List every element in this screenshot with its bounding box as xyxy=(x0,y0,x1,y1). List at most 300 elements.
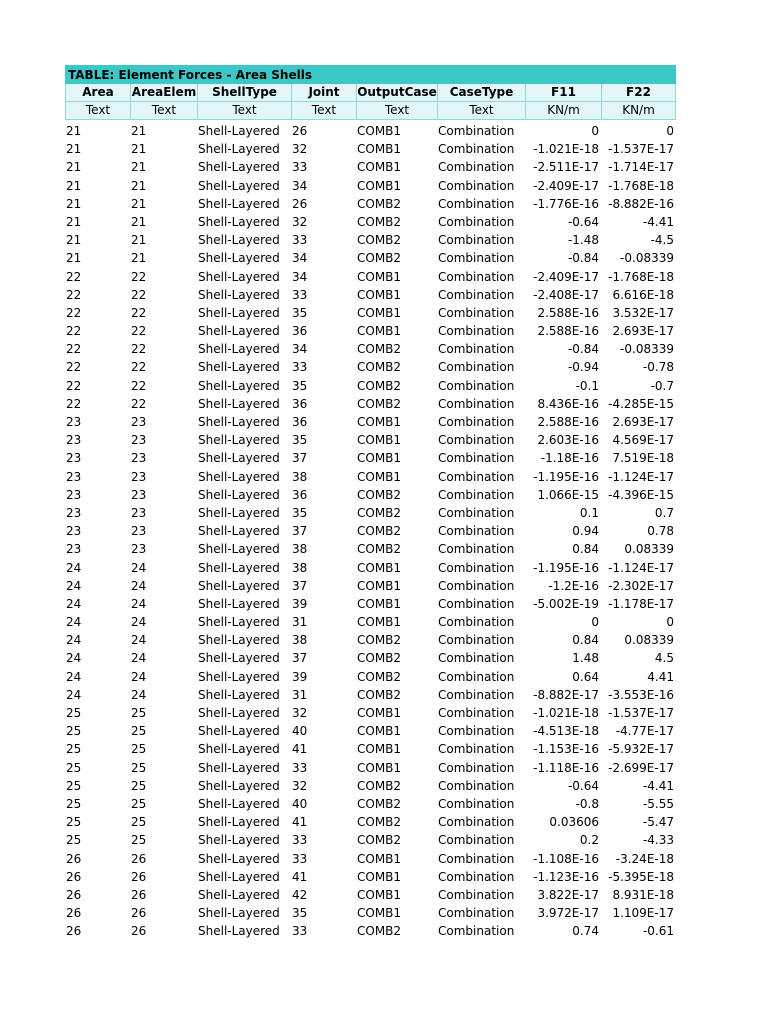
cell-outputcase[interactable]: COMB1 xyxy=(357,160,402,175)
cell-f11[interactable]: -0.84 xyxy=(567,251,599,266)
cell-area[interactable]: 25 xyxy=(66,706,82,720)
cell-outputcase[interactable]: COMB1 xyxy=(357,760,402,775)
cell-f11[interactable]: -1.195E-16 xyxy=(533,560,599,575)
cell-f22[interactable]: -1.178E-17 xyxy=(608,596,674,611)
cell-f22[interactable]: 7.519E-18 xyxy=(612,451,674,466)
cell-f22[interactable]: -1.124E-17 xyxy=(608,469,674,484)
cell-area[interactable]: 25 xyxy=(66,833,82,848)
cell-casetype[interactable]: Combination xyxy=(438,360,515,375)
cell-f22[interactable]: -1.537E-17 xyxy=(608,706,674,720)
cell-joint[interactable]: 31 xyxy=(292,615,308,630)
cell-f11[interactable]: 0.84 xyxy=(572,542,599,557)
cell-f22[interactable]: -0.61 xyxy=(642,924,674,939)
cell-casetype[interactable]: Combination xyxy=(438,687,515,702)
cell-f11[interactable]: -0.94 xyxy=(567,360,599,375)
cell-outputcase[interactable]: COMB2 xyxy=(357,633,402,648)
cell-areaelem[interactable]: 26 xyxy=(131,906,147,921)
cell-joint[interactable]: 37 xyxy=(292,578,308,593)
cell-f11[interactable]: 0 xyxy=(591,124,599,138)
cell-shelltype[interactable]: Shell-Layered xyxy=(198,214,280,229)
cell-casetype[interactable]: Combination xyxy=(438,851,515,866)
cell-areaelem[interactable]: 24 xyxy=(131,651,147,666)
cell-joint[interactable]: 36 xyxy=(292,415,308,429)
cell-joint[interactable]: 33 xyxy=(292,360,308,375)
cell-f22[interactable]: -4.396E-15 xyxy=(608,487,674,502)
cell-area[interactable]: 22 xyxy=(66,269,82,284)
cell-f22[interactable]: -0.78 xyxy=(642,360,674,375)
cell-casetype[interactable]: Combination xyxy=(438,760,515,775)
cell-shelltype[interactable]: Shell-Layered xyxy=(198,633,280,648)
cell-outputcase[interactable]: COMB2 xyxy=(357,669,402,684)
cell-casetype[interactable]: Combination xyxy=(438,142,515,157)
cell-areaelem[interactable]: 22 xyxy=(131,324,147,339)
cell-joint[interactable]: 33 xyxy=(292,160,308,175)
cell-f22[interactable]: -8.882E-16 xyxy=(608,196,674,211)
cell-area[interactable]: 23 xyxy=(66,505,82,520)
cell-areaelem[interactable]: 24 xyxy=(131,669,147,684)
cell-casetype[interactable]: Combination xyxy=(438,542,515,557)
cell-f11[interactable]: 0.94 xyxy=(572,524,599,539)
cell-area[interactable]: 24 xyxy=(66,596,82,611)
cell-shelltype[interactable]: Shell-Layered xyxy=(198,378,280,393)
cell-f11[interactable]: -1.48 xyxy=(567,233,599,248)
cell-casetype[interactable]: Combination xyxy=(438,651,515,666)
cell-joint[interactable]: 35 xyxy=(292,378,308,393)
cell-f11[interactable]: 0.1 xyxy=(579,505,599,520)
cell-outputcase[interactable]: COMB1 xyxy=(357,906,402,921)
cell-area[interactable]: 22 xyxy=(66,305,82,320)
cell-area[interactable]: 23 xyxy=(66,433,82,448)
cell-shelltype[interactable]: Shell-Layered xyxy=(198,833,280,848)
col-header-joint[interactable]: Joint xyxy=(291,84,356,102)
cell-casetype[interactable]: Combination xyxy=(438,251,515,266)
cell-areaelem[interactable]: 22 xyxy=(131,396,147,411)
cell-f11[interactable]: -0.1 xyxy=(575,378,599,393)
cell-joint[interactable]: 35 xyxy=(292,305,308,320)
cell-area[interactable]: 24 xyxy=(66,578,82,593)
cell-joint[interactable]: 34 xyxy=(292,178,308,193)
cell-f22[interactable]: -3.24E-18 xyxy=(615,851,674,866)
cell-f11[interactable]: -1.18E-16 xyxy=(540,451,599,466)
cell-outputcase[interactable]: COMB1 xyxy=(357,578,402,593)
cell-shelltype[interactable]: Shell-Layered xyxy=(198,851,280,866)
cell-f22[interactable]: -1.537E-17 xyxy=(608,142,674,157)
cell-f22[interactable]: -1.714E-17 xyxy=(608,160,674,175)
cell-casetype[interactable]: Combination xyxy=(438,287,515,302)
cell-area[interactable]: 23 xyxy=(66,469,82,484)
cell-joint[interactable]: 41 xyxy=(292,869,308,884)
cell-areaelem[interactable]: 21 xyxy=(131,160,147,175)
cell-joint[interactable]: 38 xyxy=(292,542,308,557)
cell-casetype[interactable]: Combination xyxy=(438,924,515,939)
cell-area[interactable]: 23 xyxy=(66,542,82,557)
cell-area[interactable]: 22 xyxy=(66,324,82,339)
cell-outputcase[interactable]: COMB2 xyxy=(357,196,402,211)
cell-joint[interactable]: 34 xyxy=(292,251,308,266)
cell-area[interactable]: 21 xyxy=(66,160,82,175)
cell-areaelem[interactable]: 23 xyxy=(131,469,147,484)
col-header-shelltype[interactable]: ShellType xyxy=(197,84,291,102)
cell-outputcase[interactable]: COMB2 xyxy=(357,524,402,539)
cell-f11[interactable]: -1.153E-16 xyxy=(533,742,599,757)
cell-areaelem[interactable]: 23 xyxy=(131,415,147,429)
cell-areaelem[interactable]: 21 xyxy=(131,251,147,266)
cell-areaelem[interactable]: 23 xyxy=(131,487,147,502)
cell-shelltype[interactable]: Shell-Layered xyxy=(198,906,280,921)
cell-outputcase[interactable]: COMB2 xyxy=(357,833,402,848)
cell-f22[interactable]: 1.109E-17 xyxy=(612,906,674,921)
cell-casetype[interactable]: Combination xyxy=(438,178,515,193)
cell-f22[interactable]: 0.08339 xyxy=(624,633,674,648)
cell-area[interactable]: 24 xyxy=(66,687,82,702)
cell-f11[interactable]: -1.021E-18 xyxy=(533,142,599,157)
cell-outputcase[interactable]: COMB2 xyxy=(357,687,402,702)
cell-f11[interactable]: -1.118E-16 xyxy=(533,760,599,775)
cell-shelltype[interactable]: Shell-Layered xyxy=(198,342,280,357)
cell-f22[interactable]: -0.08339 xyxy=(620,251,674,266)
cell-casetype[interactable]: Combination xyxy=(438,124,515,138)
cell-f11[interactable]: -2.409E-17 xyxy=(533,269,599,284)
cell-f22[interactable]: -3.553E-16 xyxy=(608,687,674,702)
cell-casetype[interactable]: Combination xyxy=(438,305,515,320)
cell-joint[interactable]: 34 xyxy=(292,342,308,357)
cell-casetype[interactable]: Combination xyxy=(438,560,515,575)
cell-f22[interactable]: 2.693E-17 xyxy=(612,324,674,339)
cell-f22[interactable]: 0 xyxy=(666,615,674,630)
cell-areaelem[interactable]: 22 xyxy=(131,269,147,284)
cell-joint[interactable]: 35 xyxy=(292,906,308,921)
cell-areaelem[interactable]: 24 xyxy=(131,560,147,575)
cell-shelltype[interactable]: Shell-Layered xyxy=(198,887,280,902)
cell-joint[interactable]: 31 xyxy=(292,687,308,702)
cell-casetype[interactable]: Combination xyxy=(438,596,515,611)
cell-areaelem[interactable]: 22 xyxy=(131,378,147,393)
cell-areaelem[interactable]: 25 xyxy=(131,742,147,757)
cell-f11[interactable]: 8.436E-16 xyxy=(537,396,599,411)
cell-casetype[interactable]: Combination xyxy=(438,469,515,484)
col-header-f11[interactable]: F11 xyxy=(525,84,601,102)
cell-area[interactable]: 26 xyxy=(66,869,82,884)
cell-f22[interactable]: -5.47 xyxy=(642,815,674,830)
cell-f22[interactable]: -5.55 xyxy=(642,796,674,811)
cell-area[interactable]: 25 xyxy=(66,778,82,793)
cell-f11[interactable]: -0.64 xyxy=(567,778,599,793)
cell-area[interactable]: 25 xyxy=(66,760,82,775)
cell-shelltype[interactable]: Shell-Layered xyxy=(198,160,280,175)
cell-f22[interactable]: 4.41 xyxy=(647,669,674,684)
cell-casetype[interactable]: Combination xyxy=(438,833,515,848)
cell-area[interactable]: 24 xyxy=(66,651,82,666)
cell-casetype[interactable]: Combination xyxy=(438,815,515,830)
cell-f11[interactable]: -0.64 xyxy=(567,214,599,229)
cell-f11[interactable]: -2.408E-17 xyxy=(533,287,599,302)
cell-f11[interactable]: 2.588E-16 xyxy=(537,324,599,339)
cell-joint[interactable]: 34 xyxy=(292,269,308,284)
cell-f22[interactable]: 4.569E-17 xyxy=(612,433,674,448)
cell-areaelem[interactable]: 26 xyxy=(131,851,147,866)
cell-shelltype[interactable]: Shell-Layered xyxy=(198,451,280,466)
cell-casetype[interactable]: Combination xyxy=(438,196,515,211)
cell-f11[interactable]: -1.021E-18 xyxy=(533,706,599,720)
cell-outputcase[interactable]: COMB2 xyxy=(357,505,402,520)
cell-areaelem[interactable]: 21 xyxy=(131,178,147,193)
cell-joint[interactable]: 42 xyxy=(292,887,308,902)
cell-f11[interactable]: 2.588E-16 xyxy=(537,305,599,320)
cell-area[interactable]: 21 xyxy=(66,124,82,138)
cell-outputcase[interactable]: COMB1 xyxy=(357,869,402,884)
cell-casetype[interactable]: Combination xyxy=(438,160,515,175)
cell-shelltype[interactable]: Shell-Layered xyxy=(198,651,280,666)
cell-joint[interactable]: 37 xyxy=(292,524,308,539)
col-header-area[interactable]: Area xyxy=(65,84,130,102)
cell-shelltype[interactable]: Shell-Layered xyxy=(198,269,280,284)
cell-joint[interactable]: 32 xyxy=(292,706,308,720)
cell-f11[interactable]: 2.588E-16 xyxy=(537,415,599,429)
cell-areaelem[interactable]: 24 xyxy=(131,578,147,593)
cell-casetype[interactable]: Combination xyxy=(438,487,515,502)
cell-casetype[interactable]: Combination xyxy=(438,433,515,448)
cell-areaelem[interactable]: 24 xyxy=(131,615,147,630)
cell-casetype[interactable]: Combination xyxy=(438,524,515,539)
cell-shelltype[interactable]: Shell-Layered xyxy=(198,869,280,884)
cell-f22[interactable]: -5.395E-18 xyxy=(608,869,674,884)
cell-f11[interactable]: 1.48 xyxy=(572,651,599,666)
cell-f11[interactable]: 0.84 xyxy=(572,633,599,648)
cell-casetype[interactable]: Combination xyxy=(438,233,515,248)
cell-joint[interactable]: 35 xyxy=(292,505,308,520)
cell-f11[interactable]: -1.123E-16 xyxy=(533,869,599,884)
cell-f22[interactable]: -5.932E-17 xyxy=(608,742,674,757)
cell-areaelem[interactable]: 25 xyxy=(131,706,147,720)
cell-f22[interactable]: -2.699E-17 xyxy=(608,760,674,775)
cell-casetype[interactable]: Combination xyxy=(438,378,515,393)
cell-shelltype[interactable]: Shell-Layered xyxy=(198,505,280,520)
cell-f11[interactable]: -1.108E-16 xyxy=(533,851,599,866)
cell-areaelem[interactable]: 21 xyxy=(131,233,147,248)
cell-f22[interactable]: 0.08339 xyxy=(624,542,674,557)
cell-area[interactable]: 21 xyxy=(66,142,82,157)
cell-casetype[interactable]: Combination xyxy=(438,578,515,593)
cell-casetype[interactable]: Combination xyxy=(438,669,515,684)
cell-f11[interactable]: 0 xyxy=(591,615,599,630)
cell-shelltype[interactable]: Shell-Layered xyxy=(198,578,280,593)
cell-shelltype[interactable]: Shell-Layered xyxy=(198,233,280,248)
cell-shelltype[interactable]: Shell-Layered xyxy=(198,560,280,575)
cell-casetype[interactable]: Combination xyxy=(438,778,515,793)
cell-f11[interactable]: 0.03606 xyxy=(549,815,599,830)
cell-outputcase[interactable]: COMB2 xyxy=(357,651,402,666)
cell-f11[interactable]: -0.8 xyxy=(575,796,599,811)
cell-outputcase[interactable]: COMB1 xyxy=(357,415,402,429)
cell-f22[interactable]: -4.33 xyxy=(642,833,674,848)
cell-f11[interactable]: -0.84 xyxy=(567,342,599,357)
cell-outputcase[interactable]: COMB1 xyxy=(357,287,402,302)
cell-areaelem[interactable]: 25 xyxy=(131,760,147,775)
cell-f22[interactable]: 2.693E-17 xyxy=(612,415,674,429)
cell-casetype[interactable]: Combination xyxy=(438,615,515,630)
cell-area[interactable]: 21 xyxy=(66,196,82,211)
cell-shelltype[interactable]: Shell-Layered xyxy=(198,196,280,211)
cell-joint[interactable]: 32 xyxy=(292,778,308,793)
cell-areaelem[interactable]: 23 xyxy=(131,542,147,557)
cell-casetype[interactable]: Combination xyxy=(438,342,515,357)
cell-outputcase[interactable]: COMB1 xyxy=(357,433,402,448)
cell-f22[interactable]: -4.5 xyxy=(650,233,674,248)
col-header-areaelem[interactable]: AreaElem xyxy=(130,84,197,102)
cell-area[interactable]: 25 xyxy=(66,742,82,757)
cell-outputcase[interactable]: COMB2 xyxy=(357,214,402,229)
cell-shelltype[interactable]: Shell-Layered xyxy=(198,596,280,611)
cell-area[interactable]: 26 xyxy=(66,851,82,866)
cell-shelltype[interactable]: Shell-Layered xyxy=(198,178,280,193)
cell-f22[interactable]: -1.124E-17 xyxy=(608,560,674,575)
cell-casetype[interactable]: Combination xyxy=(438,633,515,648)
cell-f22[interactable]: 8.931E-18 xyxy=(612,887,674,902)
cell-joint[interactable]: 38 xyxy=(292,560,308,575)
col-header-casetype[interactable]: CaseType xyxy=(437,84,525,102)
cell-f11[interactable]: 0.74 xyxy=(572,924,599,939)
cell-f11[interactable]: 3.822E-17 xyxy=(537,887,599,902)
cell-areaelem[interactable]: 24 xyxy=(131,633,147,648)
cell-shelltype[interactable]: Shell-Layered xyxy=(198,469,280,484)
col-header-f22[interactable]: F22 xyxy=(601,84,676,102)
cell-f11[interactable]: -5.002E-19 xyxy=(533,596,599,611)
cell-f22[interactable]: 6.616E-18 xyxy=(612,287,674,302)
cell-shelltype[interactable]: Shell-Layered xyxy=(198,760,280,775)
cell-f22[interactable]: -4.41 xyxy=(642,778,674,793)
cell-areaelem[interactable]: 25 xyxy=(131,724,147,739)
cell-area[interactable]: 21 xyxy=(66,178,82,193)
cell-joint[interactable]: 35 xyxy=(292,433,308,448)
cell-outputcase[interactable]: COMB1 xyxy=(357,724,402,739)
cell-joint[interactable]: 32 xyxy=(292,214,308,229)
cell-joint[interactable]: 33 xyxy=(292,287,308,302)
cell-shelltype[interactable]: Shell-Layered xyxy=(198,706,280,720)
cell-casetype[interactable]: Combination xyxy=(438,724,515,739)
cell-shelltype[interactable]: Shell-Layered xyxy=(198,124,280,138)
cell-f22[interactable]: -4.41 xyxy=(642,214,674,229)
cell-casetype[interactable]: Combination xyxy=(438,706,515,720)
cell-joint[interactable]: 39 xyxy=(292,596,308,611)
cell-areaelem[interactable]: 25 xyxy=(131,778,147,793)
cell-casetype[interactable]: Combination xyxy=(438,887,515,902)
cell-casetype[interactable]: Combination xyxy=(438,742,515,757)
cell-shelltype[interactable]: Shell-Layered xyxy=(198,669,280,684)
cell-outputcase[interactable]: COMB1 xyxy=(357,742,402,757)
cell-areaelem[interactable]: 26 xyxy=(131,924,147,939)
cell-f22[interactable]: 0.78 xyxy=(647,524,674,539)
cell-area[interactable]: 26 xyxy=(66,906,82,921)
cell-joint[interactable]: 26 xyxy=(292,196,308,211)
cell-shelltype[interactable]: Shell-Layered xyxy=(198,615,280,630)
cell-casetype[interactable]: Combination xyxy=(438,451,515,466)
cell-f11[interactable]: 2.603E-16 xyxy=(537,433,599,448)
cell-joint[interactable]: 33 xyxy=(292,233,308,248)
cell-areaelem[interactable]: 25 xyxy=(131,815,147,830)
cell-joint[interactable]: 40 xyxy=(292,796,308,811)
cell-outputcase[interactable]: COMB2 xyxy=(357,360,402,375)
cell-outputcase[interactable]: COMB2 xyxy=(357,251,402,266)
cell-f22[interactable]: -4.77E-17 xyxy=(615,724,674,739)
cell-outputcase[interactable]: COMB2 xyxy=(357,924,402,939)
cell-shelltype[interactable]: Shell-Layered xyxy=(198,415,280,429)
cell-joint[interactable]: 37 xyxy=(292,651,308,666)
cell-casetype[interactable]: Combination xyxy=(438,505,515,520)
cell-casetype[interactable]: Combination xyxy=(438,869,515,884)
cell-areaelem[interactable]: 26 xyxy=(131,869,147,884)
cell-area[interactable]: 24 xyxy=(66,669,82,684)
cell-casetype[interactable]: Combination xyxy=(438,415,515,429)
cell-f11[interactable]: -1.776E-16 xyxy=(533,196,599,211)
cell-f22[interactable]: 4.5 xyxy=(654,651,674,666)
cell-casetype[interactable]: Combination xyxy=(438,324,515,339)
cell-shelltype[interactable]: Shell-Layered xyxy=(198,742,280,757)
cell-joint[interactable]: 26 xyxy=(292,124,308,138)
cell-shelltype[interactable]: Shell-Layered xyxy=(198,542,280,557)
cell-f22[interactable]: 0.7 xyxy=(654,505,674,520)
cell-joint[interactable]: 36 xyxy=(292,487,308,502)
cell-area[interactable]: 25 xyxy=(66,724,82,739)
cell-areaelem[interactable]: 22 xyxy=(131,342,147,357)
cell-outputcase[interactable]: COMB1 xyxy=(357,305,402,320)
cell-outputcase[interactable]: COMB2 xyxy=(357,396,402,411)
cell-joint[interactable]: 39 xyxy=(292,669,308,684)
cell-shelltype[interactable]: Shell-Layered xyxy=(198,796,280,811)
cell-area[interactable]: 21 xyxy=(66,233,82,248)
cell-areaelem[interactable]: 21 xyxy=(131,124,147,138)
cell-casetype[interactable]: Combination xyxy=(438,796,515,811)
cell-shelltype[interactable]: Shell-Layered xyxy=(198,815,280,830)
cell-f22[interactable]: -2.302E-17 xyxy=(608,578,674,593)
cell-joint[interactable]: 33 xyxy=(292,760,308,775)
cell-outputcase[interactable]: COMB2 xyxy=(357,815,402,830)
cell-area[interactable]: 21 xyxy=(66,251,82,266)
cell-joint[interactable]: 32 xyxy=(292,142,308,157)
cell-f11[interactable]: -8.882E-17 xyxy=(533,687,599,702)
cell-joint[interactable]: 38 xyxy=(292,633,308,648)
cell-f22[interactable]: 3.532E-17 xyxy=(612,305,674,320)
cell-joint[interactable]: 40 xyxy=(292,724,308,739)
cell-shelltype[interactable]: Shell-Layered xyxy=(198,724,280,739)
cell-f11[interactable]: -1.2E-16 xyxy=(548,578,599,593)
cell-outputcase[interactable]: COMB2 xyxy=(357,542,402,557)
cell-outputcase[interactable]: COMB2 xyxy=(357,233,402,248)
cell-joint[interactable]: 36 xyxy=(292,324,308,339)
cell-outputcase[interactable]: COMB1 xyxy=(357,178,402,193)
cell-f11[interactable]: 1.066E-15 xyxy=(537,487,599,502)
cell-outputcase[interactable]: COMB1 xyxy=(357,851,402,866)
cell-area[interactable]: 22 xyxy=(66,378,82,393)
cell-outputcase[interactable]: COMB1 xyxy=(357,887,402,902)
cell-joint[interactable]: 38 xyxy=(292,469,308,484)
cell-f22[interactable]: -0.08339 xyxy=(620,342,674,357)
cell-area[interactable]: 22 xyxy=(66,342,82,357)
cell-outputcase[interactable]: COMB2 xyxy=(357,778,402,793)
cell-areaelem[interactable]: 22 xyxy=(131,305,147,320)
cell-f22[interactable]: -1.768E-18 xyxy=(608,178,674,193)
cell-outputcase[interactable]: COMB1 xyxy=(357,615,402,630)
cell-outputcase[interactable]: COMB1 xyxy=(357,706,402,720)
cell-areaelem[interactable]: 23 xyxy=(131,433,147,448)
cell-area[interactable]: 26 xyxy=(66,924,82,939)
cell-casetype[interactable]: Combination xyxy=(438,396,515,411)
cell-areaelem[interactable]: 23 xyxy=(131,524,147,539)
col-header-outputcase[interactable]: OutputCase xyxy=(356,84,437,102)
cell-shelltype[interactable]: Shell-Layered xyxy=(198,305,280,320)
cell-areaelem[interactable]: 23 xyxy=(131,451,147,466)
cell-joint[interactable]: 33 xyxy=(292,833,308,848)
cell-shelltype[interactable]: Shell-Layered xyxy=(198,360,280,375)
